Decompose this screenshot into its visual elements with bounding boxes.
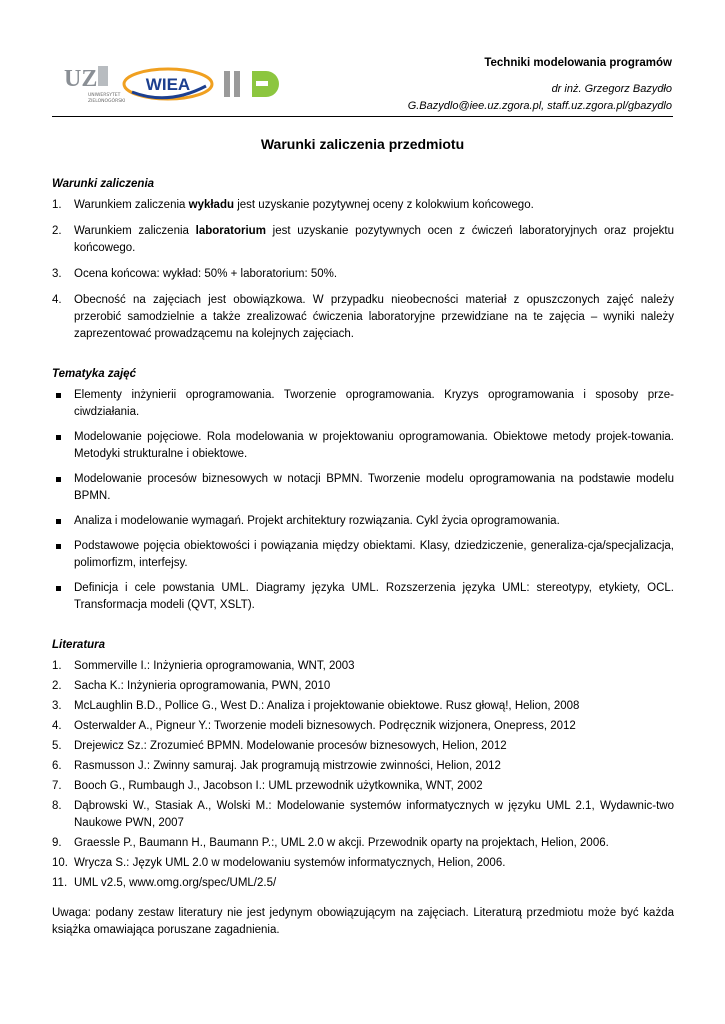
list-item: 4. Obecność na zajęciach jest obowiązkowa. W przypadku nieobecności materiał z opuszczonych zajęć należy przerobić samodzielnie a także zrealizować ćwiczenia laboratoryjne przewidziane na te zajęcia – wyniki należy zaprezentować prowadzącemu na kolejnych zajęciach. <box>52 294 674 340</box>
literature-heading: Literatura <box>52 639 106 651</box>
author-contact: G.Bazydlo@iee.uz.zgora.pl, staff.uz.zgora.pl/gbazydlo <box>407 100 672 112</box>
header-logos <box>62 62 282 106</box>
bullet-icon <box>56 393 61 398</box>
list-item: 3. McLaughlin B.D., Pollice G., West D.: Analiza i projektowanie obiektowe. Rusz głową!, Helion, 2008 <box>52 700 580 712</box>
conditions-list <box>52 197 674 343</box>
uz-logo <box>62 62 126 106</box>
list-item: 5. Drejewicz Sz.: Zrozumieć BPMN. Modelowanie procesów biznesowych, Helion, 2012 <box>52 740 507 752</box>
bullet-icon <box>56 519 61 524</box>
list-item: 10. Wrycza S.: Język UML 2.0 w modelowaniu systemów informatycznych, Helion, 2006. <box>52 857 506 869</box>
iie-logo <box>222 68 282 100</box>
course-name: Techniki modelowania programów <box>484 57 672 69</box>
list-item: 1. Warunkiem zaliczenia wykładu jest uzyskanie pozytywnej oceny z kolokwium końcowego. <box>52 199 534 211</box>
topics-section <box>52 366 674 622</box>
list-item: Modelowanie procesów biznesowych w notacji BPMN. Tworzenie modelu oprogramowania na podstawie modelu BPMN. <box>52 471 674 505</box>
topics-list <box>52 387 674 614</box>
list-item: 11. UML v2.5, www.omg.org/spec/UML/2.5/ <box>52 877 277 889</box>
list-item: 8. Dąbrowski W., Stasiak A., Wolski M.: Modelowanie systemów informatycznych w języku UML 2.1, Wydawnic-two Naukowe PWN, 2007 <box>52 800 674 829</box>
list-item: 9. Graessle P., Baumann H., Baumann P.:, UML 2.0 w akcji. Przewodnik oparty na projektach, Helion, 2006. <box>52 837 609 849</box>
list-item: 3. Ocena końcowa: wykład: 50% + laboratorium: 50%. <box>52 268 338 280</box>
header-divider <box>52 116 673 117</box>
bullet-icon <box>56 435 61 440</box>
list-item: 2. Warunkiem zaliczenia laboratorium jest uzyskanie pozytywnych ocen z ćwiczeń laboratoryjnych oraz projektu końcowego. <box>52 225 674 254</box>
topics-heading: Tematyka zajęć <box>52 368 136 380</box>
literature-note: Uwaga: podany zestaw literatury nie jest jedynym obowiązującym na zajęciach. Literaturą przedmiotu może być każda książka omawiająca poruszane zagadnienia. <box>52 907 674 936</box>
wiea-logo-text: WIEA <box>145 75 191 94</box>
uz-logo-caption-1: UNIWERSYTET <box>88 93 121 98</box>
list-item: Podstawowe pojęcia obiektowości i powiązania między obiektami. Klasy, dziedziczenie, generaliza-cja/specjalizacja, polimorfizm, interfejsy. <box>52 538 674 572</box>
page-title: Warunki zaliczenia przedmiotu <box>260 136 465 152</box>
bullet-icon <box>56 544 61 549</box>
list-item: 2. Sacha K.: Inżynieria oprogramowania, PWN, 2010 <box>52 680 331 692</box>
conditions-heading: Warunki zaliczenia <box>52 178 155 190</box>
list-item: Modelowanie pojęciowe. Rola modelowania w projektowaniu oprogramowania. Obiektowe metody projek-towania. Metodyki strukturalne i obiektowe. <box>52 429 674 463</box>
list-item: 7. Booch G., Rumbaugh J., Jacobson I.: UML przewodnik użytkownika, WNT, 2002 <box>52 780 483 792</box>
conditions-section <box>52 176 674 352</box>
list-item: Elementy inżynierii oprogramowania. Tworzenie oprogramowania. Kryzys oprogramowania i sposoby prze-ciwdziałania. <box>52 387 674 421</box>
list-item: 1. Sommerville I.: Inżynieria oprogramowania, WNT, 2003 <box>52 660 355 672</box>
bullet-icon <box>56 586 61 591</box>
list-item: 4. Osterwalder A., Pigneur Y.: Tworzenie modeli biznesowych. Podręcznik wizjonera, Onepress, 2012 <box>52 720 576 732</box>
list-item: Analiza i modelowanie wymagań. Projekt architektury rozwiązania. Cykl życia oprogramowania. <box>52 513 674 530</box>
bullet-icon <box>56 477 61 482</box>
wiea-logo <box>122 66 214 102</box>
header-info <box>408 55 672 115</box>
literature-list <box>52 658 674 892</box>
uz-logo-letters: UZ <box>64 66 98 92</box>
list-item: Definicja i cele powstania UML. Diagramy języka UML. Rozszerzenia języka UML: stereotypy, etykiety, OCL. Transformacja modeli (QVT, XSLT). <box>52 580 674 614</box>
list-item: 6. Rasmusson J.: Zwinny samuraj. Jak programują mistrzowie zwinności, Helion, 2012 <box>52 760 501 772</box>
author-name: dr inż. Grzegorz Bazydło <box>551 83 672 95</box>
literature-section <box>52 637 674 895</box>
uz-logo-caption-2: ZIELONOGÓRSKI <box>88 99 126 104</box>
